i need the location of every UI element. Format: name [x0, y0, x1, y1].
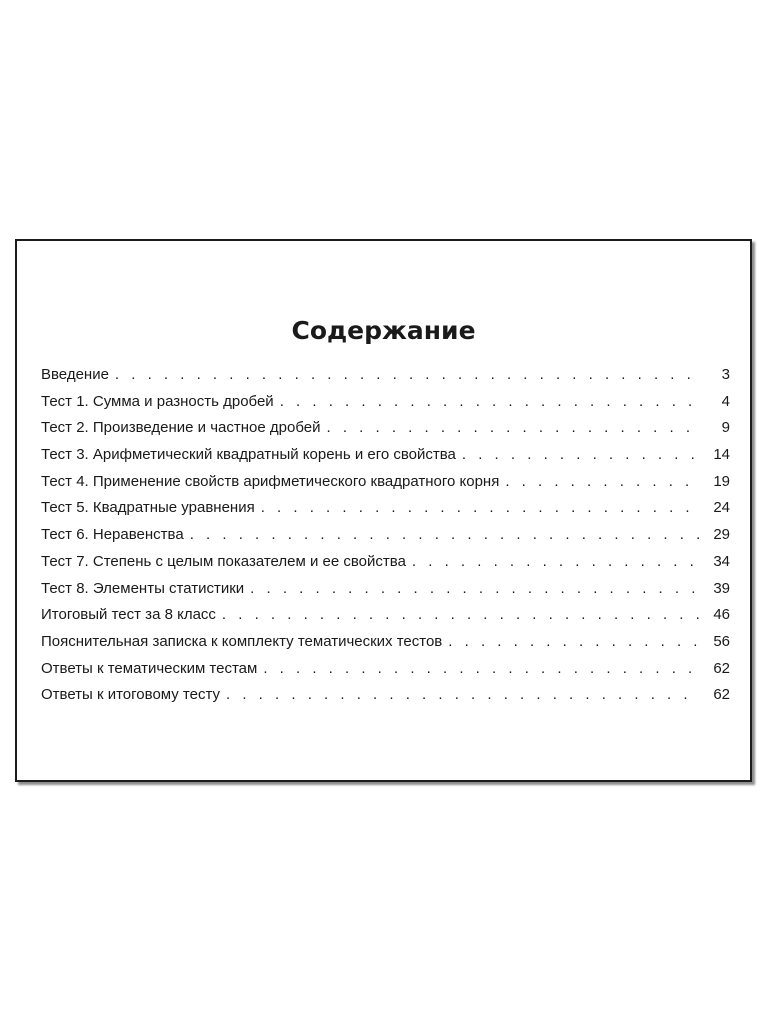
toc-page-number: 34 — [713, 552, 730, 570]
toc-page-number: 24 — [713, 499, 730, 517]
list-item — [41, 419, 730, 446]
toc-page-number: 19 — [713, 472, 730, 490]
list-item — [41, 446, 730, 473]
list-item — [41, 393, 730, 420]
list-item — [41, 686, 730, 713]
list-item — [41, 606, 730, 633]
list-item — [41, 499, 730, 526]
list-item — [41, 366, 730, 393]
toc-page-number: 29 — [713, 526, 730, 544]
dot-leader — [448, 633, 700, 650]
dot-leader — [505, 473, 700, 490]
toc-entry-label: Тест 5. Квадратные уравнения — [41, 499, 255, 517]
toc-page-number: 62 — [713, 686, 730, 704]
toc-entry-label: Ответы к итоговому тесту — [41, 686, 221, 704]
dot-leader — [263, 660, 700, 677]
toc-page-number: 9 — [721, 419, 730, 437]
dot-leader — [226, 686, 700, 703]
toc-entry-label: Тест 2. Произведение и частное дробей — [41, 419, 321, 437]
document-page — [15, 239, 752, 782]
toc-entry-label: Пояснительная записка к комплекту тематических тестов — [41, 632, 443, 650]
toc-entry-label: Тест 8. Элементы статистики — [41, 579, 245, 597]
dot-leader — [190, 526, 700, 543]
toc-entry-label: Тест 4. Применение свойств арифметического квадратного корня — [41, 472, 500, 490]
toc-entry-label: Итоговый тест за 8 класс — [41, 606, 216, 624]
toc-entry-label: Тест 1. Сумма и разность дробей — [41, 392, 274, 410]
page-title: Содержание — [291, 316, 476, 345]
toc-entry-label: Введение — [41, 366, 109, 383]
toc-page-number: 39 — [713, 579, 730, 597]
toc-page-number: 62 — [713, 659, 730, 677]
list-item — [41, 580, 730, 607]
toc-entry-label: Тест 3. Арифметический квадратный корень и его свойства — [41, 446, 456, 464]
toc-page-number: 4 — [721, 392, 730, 410]
dot-leader — [326, 419, 700, 436]
list-item — [41, 633, 730, 660]
list-item — [41, 526, 730, 553]
toc-page-number: 46 — [713, 606, 730, 624]
list-item — [41, 553, 730, 580]
dot-leader — [462, 446, 700, 463]
toc-entry-label: Тест 7. Степень с целым показателем и ее свойства — [41, 552, 406, 570]
toc-page-number: 14 — [713, 446, 730, 464]
dot-leader — [280, 393, 700, 410]
dot-leader — [115, 366, 700, 383]
toc-page-number: 3 — [721, 366, 730, 383]
list-item — [41, 660, 730, 687]
table-of-contents — [41, 366, 730, 713]
dot-leader — [222, 606, 700, 623]
toc-entry-label: Ответы к тематическим тестам — [41, 659, 258, 677]
dot-leader — [261, 499, 700, 516]
toc-page-number: 56 — [713, 632, 730, 650]
dot-leader — [412, 553, 700, 570]
dot-leader — [250, 580, 700, 597]
toc-entry-label: Тест 6. Неравенства — [41, 526, 184, 544]
list-item — [41, 473, 730, 500]
